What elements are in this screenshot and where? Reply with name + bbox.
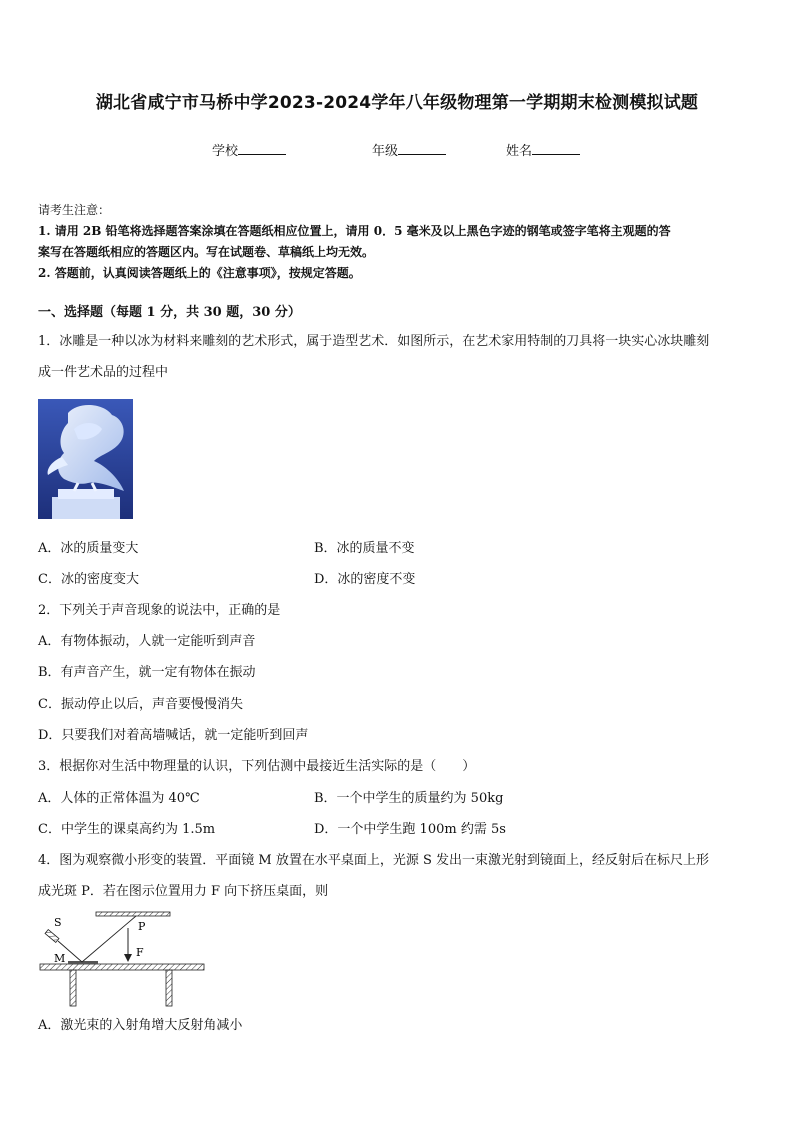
- school-blank: [238, 141, 286, 155]
- deformation-apparatus-diagram: [38, 908, 206, 1008]
- question-3-option-b: B．一个中学生的质量约为 50kg: [314, 791, 504, 806]
- notice-item-1-line-2: 案写在答题纸相应的答题区内。写在试题卷、草稿纸上均无效。: [38, 245, 375, 259]
- question-3-stem: 3．根据你对生活中物理量的认识，下列估测中最接近生活实际的是（ ）: [38, 759, 476, 774]
- grade-blank: [398, 141, 446, 155]
- table-leg-left: [70, 970, 76, 1006]
- name-label: 姓名: [506, 144, 533, 159]
- question-1-option-c: C．冰的密度变大: [38, 572, 139, 587]
- question-2-option-d: D．只要我们对着高墙喊话，就一定能听到回声: [38, 728, 309, 743]
- label-m: M: [54, 952, 66, 965]
- question-1-option-d: D．冰的密度不变: [314, 572, 416, 587]
- scale-ruler: [96, 912, 170, 916]
- ice-sculpture-image: [38, 399, 133, 519]
- question-1-option-a: A．冰的质量变大: [38, 541, 139, 556]
- question-2-option-a: A．有物体振动，人就一定能听到声音: [38, 634, 256, 649]
- question-3-option-d: D．一个中学生跑 100m 约需 5s: [314, 822, 506, 837]
- question-4-stem-line-2: 成光斑 P．若在图示位置用力 F 向下挤压桌面，则: [38, 884, 329, 899]
- name-blank: [532, 141, 580, 155]
- light-source-s: [45, 930, 59, 943]
- question-2-option-b: B．有声音产生，就一定有物体在振动: [38, 665, 256, 680]
- label-p: P: [138, 920, 146, 933]
- notice-item-2: 2. 答题前，认真阅读答题纸上的《注意事项》，按规定答题。: [38, 266, 361, 280]
- grade-field: [372, 140, 446, 159]
- section-heading: 一、选择题（每题 1 分，共 30 题，30 分）: [38, 305, 301, 320]
- label-f: F: [136, 946, 144, 959]
- question-1-stem-line-1: 1．冰雕是一种以冰为材料来雕刻的艺术形式，属于造型艺术．如图所示，在艺术家用特制的刀具将一块实心冰块雕刻: [38, 334, 710, 349]
- question-3-option-c: C．中学生的课桌高约为 1.5m: [38, 822, 216, 837]
- table-leg-right: [166, 970, 172, 1006]
- notice-item-1-line-1: 1. 请用 2B 铅笔将选择题答案涂填在答题纸相应位置上，请用 0．5 毫米及以上黑色字迹的钢笔或签字笔将主观题的答: [38, 224, 671, 238]
- question-4-option-a: A．激光束的入射角增大反射角减小: [38, 1018, 243, 1033]
- question-3-option-a: A．人体的正常体温为 40℃: [38, 791, 200, 806]
- school-field: [212, 140, 286, 159]
- name-field: [506, 140, 580, 159]
- page-title: 湖北省咸宁市马桥中学2023-2024学年八年级物理第一学期期末检测模拟试题: [95, 93, 699, 113]
- question-4-stem-line-1: 4．图为观察微小形变的装置．平面镜 M 放置在水平桌面上，光源 S 发出一束激光射到镜面上，经反射后在标尺上形: [38, 853, 710, 868]
- notice-heading: 请考生注意：: [38, 203, 111, 217]
- grade-label: 年级: [372, 144, 399, 159]
- force-arrow-head: [124, 954, 132, 962]
- question-2-option-c: C．振动停止以后，声音要慢慢消失: [38, 697, 243, 712]
- label-s: S: [54, 916, 62, 929]
- question-2-stem: 2．下列关于声音现象的说法中，正确的是: [38, 603, 281, 618]
- school-label: 学校: [212, 144, 239, 159]
- question-1-option-b: B．冰的质量不变: [314, 541, 415, 556]
- question-1-stem-line-2: 成一件艺术品的过程中: [38, 365, 169, 380]
